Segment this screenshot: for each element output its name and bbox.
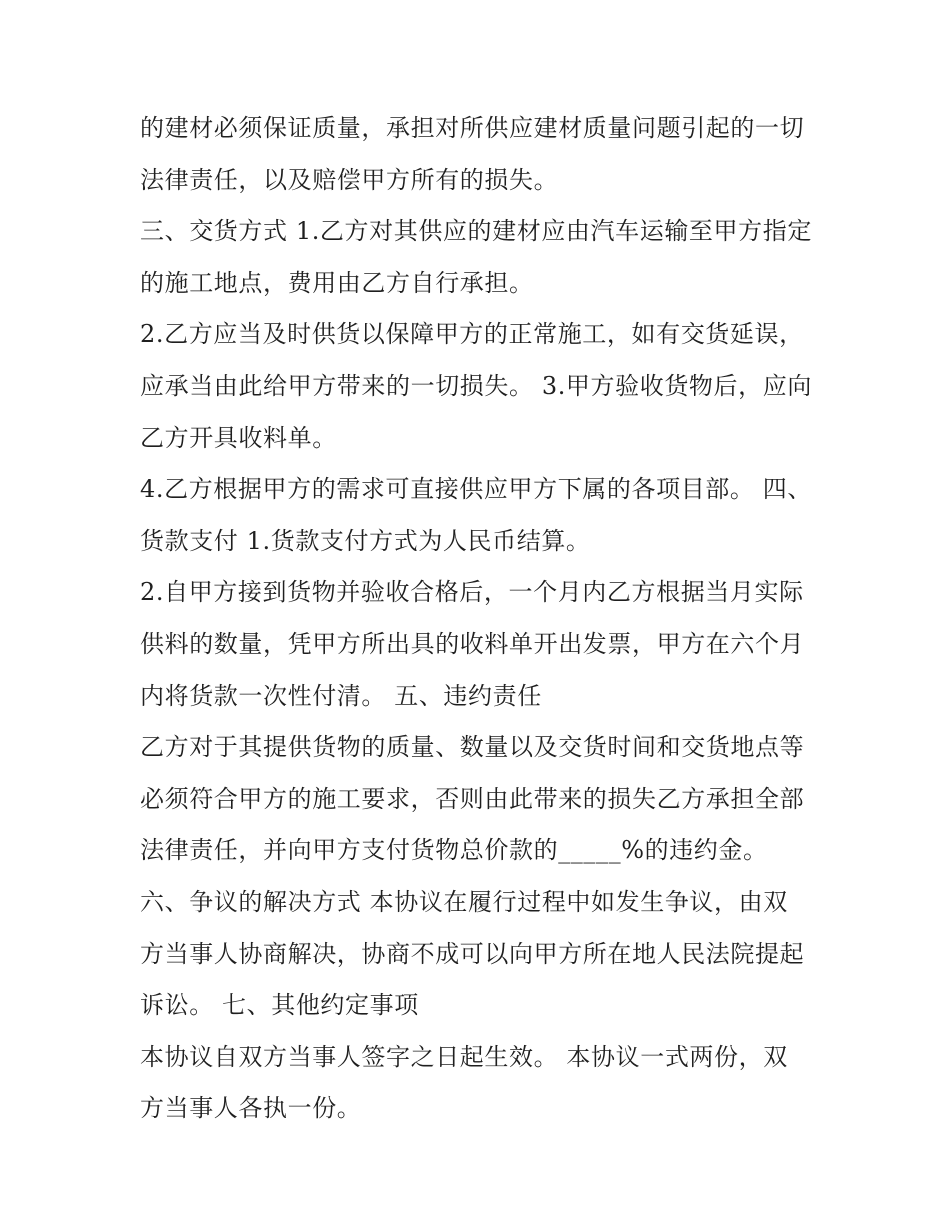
text-line-20: 方当事人各执一份。 bbox=[140, 1094, 362, 1123]
text-line-15: 法律责任，并向甲方支付货物总价款的_____%的违约金。 bbox=[140, 836, 768, 865]
text-line-17: 方当事人协商解决，协商不成可以向甲方所在地人民法院提起 bbox=[140, 939, 805, 968]
text-line-19: 本协议自双方当事人签字之日起生效。 本协议一式两份，双 bbox=[140, 1042, 788, 1071]
text-line-5: 2.乙方应当及时供货以保障甲方的正常施工，如有交货延误， bbox=[140, 320, 804, 349]
text-line-18: 诉讼。 七、其他约定事项 bbox=[140, 991, 419, 1020]
text-line-12: 内将货款一次性付清。 五、违约责任 bbox=[140, 681, 542, 710]
text-line-13: 乙方对于其提供货物的质量、数量以及交货时间和交货地点等 bbox=[140, 733, 805, 762]
text-line-11: 供料的数量，凭甲方所出具的收料单开出发票，甲方在六个月 bbox=[140, 629, 805, 658]
document-body bbox=[140, 103, 820, 1135]
text-line-16: 六、争议的解决方式 本协议在履行过程中如发生争议，由双 bbox=[140, 887, 788, 916]
text-line-1: 的建材必须保证质量，承担对所供应建材质量问题引起的一切 bbox=[140, 114, 805, 142]
text-line-10: 2.自甲方接到货物并验收合格后，一个月内乙方根据当月实际 bbox=[140, 578, 804, 607]
text-line-7: 乙方开具收料单。 bbox=[140, 423, 337, 452]
text-line-14: 必须符合甲方的施工要求，否则由此带来的损失乙方承担全部 bbox=[140, 784, 805, 813]
text-line-8: 4.乙方根据甲方的需求可直接供应甲方下属的各项目部。 四、 bbox=[140, 475, 812, 504]
text-line-4: 的施工地点，费用由乙方自行承担。 bbox=[140, 268, 534, 297]
text-line-2: 法律责任，以及赔偿甲方所有的损失。 bbox=[140, 165, 559, 194]
text-line-6: 应承当由此给甲方带来的一切损失。 3.甲方验收货物后，应向 bbox=[140, 371, 812, 400]
text-line-9: 货款支付 1.货款支付方式为人民币结算。 bbox=[140, 526, 591, 555]
text-line-3: 三、交货方式 1.乙方对其供应的建材应由汽车运输至甲方指定 bbox=[140, 217, 812, 246]
